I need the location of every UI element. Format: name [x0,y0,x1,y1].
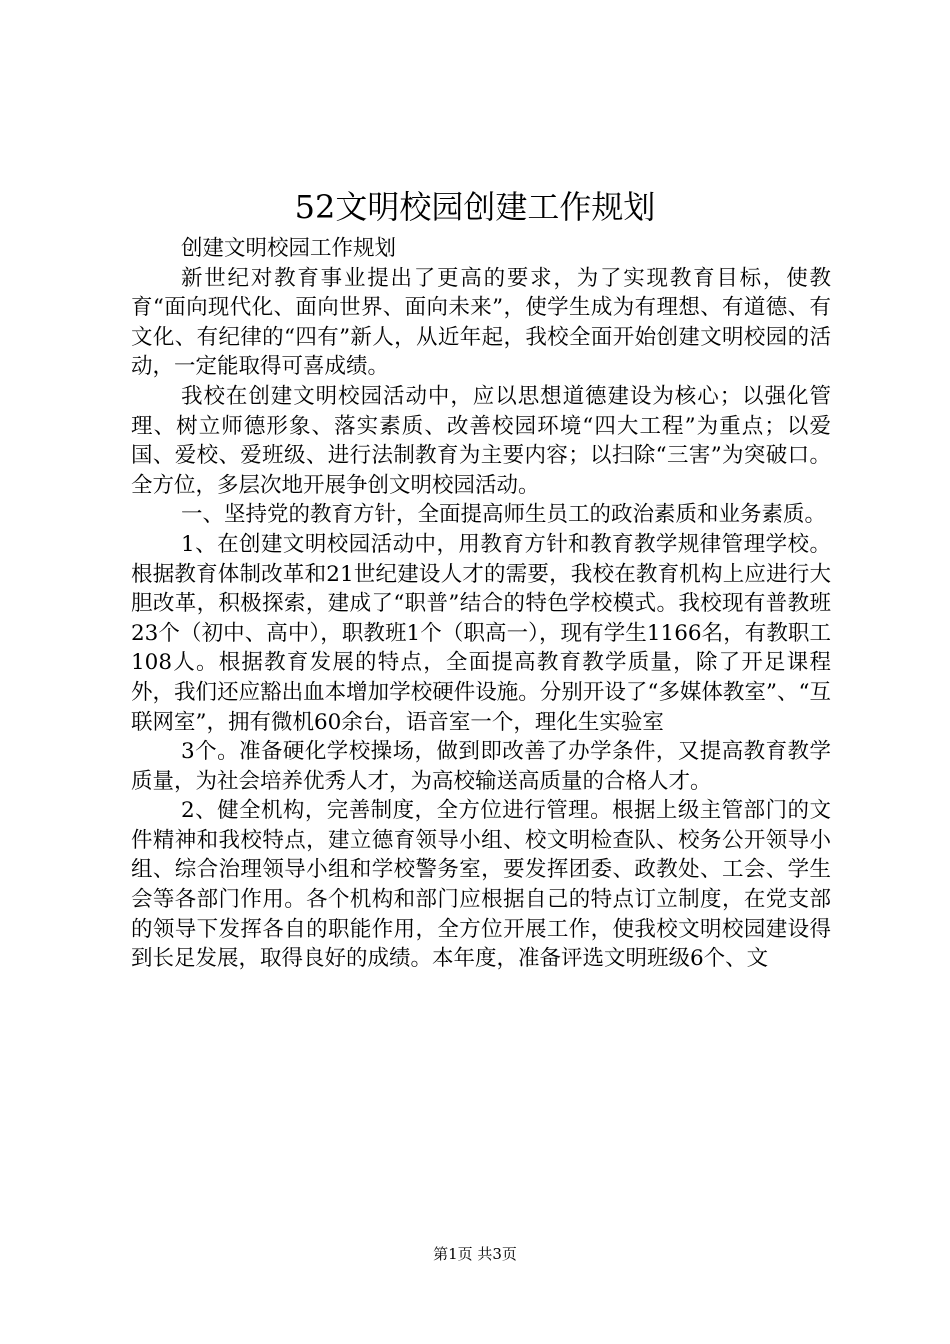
body-paragraph-section-one: 一、坚持党的教育方针，全面提高师生员工的政治素质和业务素质。 [181,502,827,528]
body-paragraph-item-one: 1、在创建文明校园活动中，用教育方针和教育教学规律管理学校。根据教育体制改革和21世纪建设人才的需要，我校在教育机构上应进行大胆改革，积极探索，建成了“职普”结合的特色学校模式。我校现有普教班23个（初中、高中），职教班1个（职高一），现有学生1166名，有教职工108人。根据教育发展的特点，全面提高教育教学质量，除了开足课程外，我们还应豁出血本增加学校硬件设施。分别开设了“多媒体教室”、“互联网室”，拥有微机60余台，语音室一个，理化生实验室 [131,531,831,735]
body-paragraph-subtitle: 创建文明校园工作规划 [181,236,397,261]
body-paragraph-focus: 我校在创建文明校园活动中，应以思想道德建设为核心；以强化管理、树立师德形象、落实素质、改善校园环境“四大工程”为重点；以爱国、爱校、爱班级、进行法制教育为主要内容；以扫除“三害”为突破口。全方位，多层次地开展争创文明校园活动。 [131,383,831,498]
body-paragraph-intro: 新世纪对教育事业提出了更高的要求，为了实现教育目标，使教育“面向现代化、面向世界、面向未来”，使学生成为有理想、有道德、有文化、有纪律的“四有”新人，从近年起，我校全面开始创建文明校园的活动，一定能取得可喜成绩。 [131,265,831,380]
body-paragraph-item-two: 2、健全机构，完善制度，全方位进行管理。根据上级主管部门的文件精神和我校特点，建立德育领导小组、校文明检查队、校务公开领导小组、综合治理领导小组和学校警务室，要发挥团委、政教处、工会、学生会等各部门作用。各个机构和部门应根据自己的特点订立制度，在党支部的领导下发挥各自的职能作用，全方位开展工作，使我校文明校园建设得到长足发展，取得良好的成绩。本年度，准备评选文明班级6个、文 [131,798,831,972]
document-body [131,234,831,974]
document-title: 52文明校园创建工作规划 [294,188,656,226]
body-paragraph-item-one-cont: 3个。准备硬化学校操场，做到即改善了办学条件，又提高教育教学质量，为社会培养优秀人才，为高校输送高质量的合格人才。 [131,739,831,794]
page-footer: 第1页 共3页 [433,1245,517,1263]
